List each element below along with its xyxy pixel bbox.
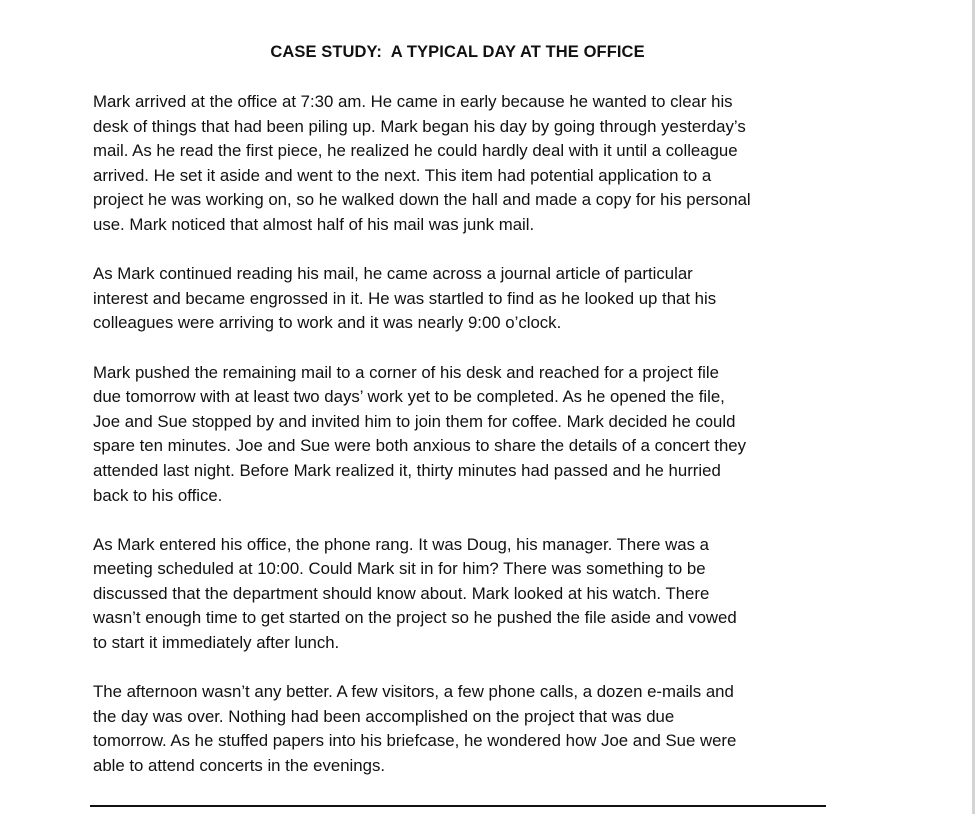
text-line: tomorrow. As he stuffed papers into his briefcase, he wondered how Joe and Sue were — [93, 731, 737, 751]
text-line: project he was working on, so he walked down the hall and made a copy for his personal — [93, 190, 751, 210]
text-line: As Mark continued reading his mail, he came across a journal article of particular — [93, 264, 693, 284]
paragraph-4 — [93, 533, 853, 656]
paragraph-5 — [93, 680, 853, 778]
text-line: Mark pushed the remaining mail to a corner of his desk and reached for a project file — [93, 362, 719, 382]
text-line: mail. As he read the first piece, he realized he could hardly deal with it until a colleague — [93, 141, 738, 161]
bottom-rule — [90, 805, 826, 807]
document-body — [93, 90, 853, 803]
text-line: desk of things that had been piling up. Mark began his day by going through yesterday’s — [93, 116, 746, 136]
text-line: Mark arrived at the office at 7:30 am. He came in early because he wanted to clear his — [93, 92, 733, 111]
paragraph-3 — [93, 361, 853, 509]
text-line: able to attend concerts in the evenings. — [93, 756, 386, 776]
text-line: to start it immediately after lunch. — [93, 633, 340, 653]
text-line: discussed that the department should know about. Mark looked at his watch. There — [93, 583, 710, 603]
text-line: spare ten minutes. Joe and Sue were both anxious to share the details of a concert they — [93, 436, 747, 456]
paragraph-2 — [93, 262, 853, 336]
text-line: wasn’t enough time to get started on the project so he pushed the file aside and vowed — [93, 608, 737, 628]
text-line: As Mark entered his office, the phone rang. It was Doug, his manager. There was a — [93, 534, 709, 554]
text-line: attended last night. Before Mark realized it, thirty minutes had passed and he hurried — [93, 460, 721, 480]
document-title: CASE STUDY: A TYPICAL DAY AT THE OFFICE — [270, 43, 645, 61]
paragraph-1 — [93, 90, 853, 238]
text-line: interest and became engrossed in it. He was startled to find as he looked up that his — [93, 288, 717, 308]
text-line: the day was over. Nothing had been accomplished on the project that was due — [93, 706, 675, 726]
text-line: The afternoon wasn’t any better. A few visitors, a few phone calls, a dozen e-mails and — [93, 682, 734, 702]
text-line: due tomorrow with at least two days’ work yet to be completed. As he opened the file, — [93, 387, 725, 407]
text-line: Joe and Sue stopped by and invited him to join them for coffee. Mark decided he could — [93, 411, 736, 431]
text-line: colleagues were arriving to work and it was nearly 9:00 o’clock. — [93, 313, 562, 333]
text-line: meeting scheduled at 10:00. Could Mark sit in for him? There was something to be — [93, 559, 706, 579]
text-line: use. Mark noticed that almost half of his mail was junk mail. — [93, 214, 535, 234]
text-line: arrived. He set it aside and went to the next. This item had potential application to a — [93, 165, 712, 185]
text-line: back to his office. — [93, 485, 223, 505]
